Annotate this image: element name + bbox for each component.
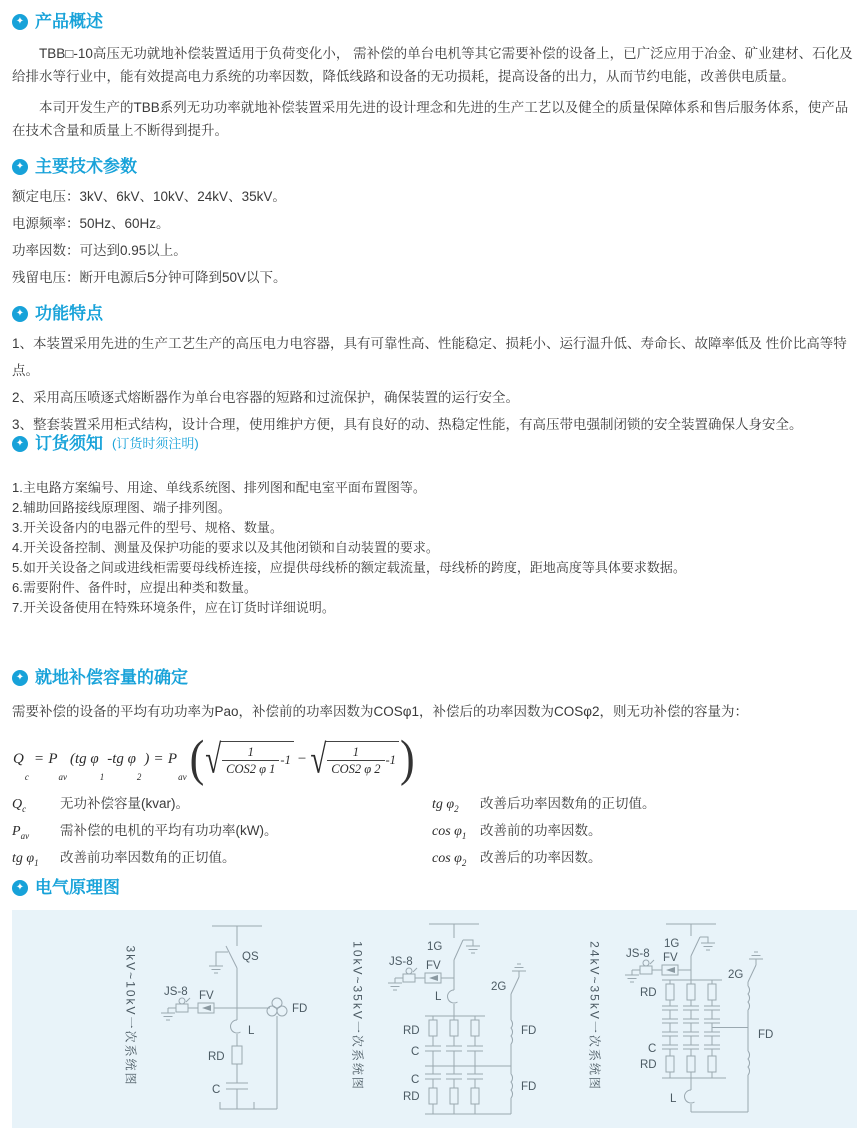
formula-den-2: COS2 φ 2 [327,760,384,777]
formula-eq: = [34,750,44,767]
fuse-row-bottom [429,1088,479,1114]
rd-bottom-label: RD [640,1059,657,1071]
ordering-heading [12,432,857,456]
features-title: 功能特点 [35,304,103,323]
section-bullet-icon: ✦ [12,159,28,175]
definition-row [432,819,857,846]
g1-label: 1G [664,938,680,950]
ordering-subtitle: (订货时须注明) [112,436,199,451]
definition-symbol: $\cos \varphi_2$ [432,851,467,868]
capacitor [226,1079,248,1109]
section-bullet-icon: ✦ [12,14,28,30]
fuse-row-bottom [666,1056,716,1078]
fv-label: FV [426,960,441,972]
capacitor-row-bottom [425,1066,483,1088]
definition-text: 需补偿的电机的平均有功功率(kW)。 [60,823,278,838]
formula-rparen: ) [399,730,415,787]
formula-minus: − [297,750,307,767]
section-schematic [12,876,857,1128]
earth-icon [209,952,228,973]
formula-den-1: COS2 φ 1 [222,760,279,777]
formula-sqrt-2 [310,737,399,783]
ordering-item: 6.需要附件、备件时，应提出种类和数量。 [12,580,257,595]
compensation-title: 就地补偿容量的确定 [35,668,188,687]
definition-symbol: $P_{av}$ [12,824,30,841]
formula-p-sub: av [58,772,67,782]
ordering-item: 7.开关设备使用在特殊环境条件，应在订货时详细说明。 [12,600,335,615]
discharge-counter [388,968,417,990]
radical-icon: √ [205,737,222,783]
definition-text: 改善后的功率因数。 [480,850,602,865]
tech-title: 主要技术参数 [35,157,137,176]
compensation-formula [12,732,857,786]
section-bullet-icon: ✦ [12,306,28,322]
definition-text: 改善后功率因数角的正切值。 [480,796,656,811]
rd-top-label: RD [640,987,657,999]
bus-bar [212,926,262,946]
overview-paragraph-2: 本司开发生产的TBB系列无功功率就地补偿装置采用先进的设计理念和先进的生产工艺以及健全的质量保障体系和售后服务体系，使产品在技术含量和质量上不断得到提升。 [12,100,849,138]
inductor [231,1008,241,1046]
diagram-3kv-10kv [120,916,347,1128]
g2-label: 2G [728,969,744,981]
ordering-item: 2.辅助回路接线原理图、端子排列图。 [12,500,231,515]
c-label: C [648,1043,657,1055]
radical-icon: √ [310,737,327,783]
formula-p2: P [167,750,178,767]
section-bullet-icon: ✦ [12,436,28,452]
diagram-24kv-35kv [584,916,841,1128]
discharge-coil-top [748,982,750,1051]
circuit-diagram-1 [142,916,347,1121]
circuit-diagram-3 [606,916,841,1121]
c-label: C [212,1084,221,1096]
formula-q: Q [13,750,24,767]
fd-label: FD [292,1003,308,1015]
js8-label: JS-8 [164,986,188,998]
formula-expr-sub1: 1 [99,772,105,782]
g1-switch [691,937,715,970]
bus-bar [666,924,716,936]
l-label: L [248,1025,255,1037]
overview-paragraph-1: TBB□-10高压无功就地补偿装置适用于负荷变化小， 需补偿的单台电机等其它需要补偿的设备上，已广泛应用于冶金、矿业建材、石化及给排水等行业中，能有效提高电力系统的功率因数，降低线路和设备的无功损耗，提高设备的出力，从而节约电能，改善供电质量。 [12,46,853,84]
definition-row [12,792,432,819]
fv-label: FV [663,952,678,964]
formula-expr-mid: -tg φ [107,750,136,767]
g1-label: 1G [427,941,443,953]
ordering-list [12,478,857,618]
definition-row [432,792,857,819]
rd-bottom-label: RD [403,1091,420,1103]
bottom-bus [220,1102,277,1109]
formula-lparen: ( [189,730,205,787]
formula-fraction-2 [327,744,384,778]
formula-p: P [48,750,58,767]
diagram-side-label [584,916,606,1116]
formula-radicand-1 [220,741,294,778]
feature-list [12,330,857,438]
definition-row [12,846,432,873]
discharge-device [237,998,287,1109]
fv-label: FV [199,990,214,1002]
formula-fraction-1 [222,744,279,778]
formula-expr-sub2: 2 [136,772,142,782]
formula-q-sub: c [24,772,29,782]
tech-param-item: 额定电压：3kV、6kV、10kV、24kV、35kV。 [12,189,286,204]
section-ordering [12,432,857,618]
schematic-heading [12,876,857,900]
definition-text: 无功补偿容量(kvar)。 [60,796,189,811]
definition-row [12,819,432,846]
discharge-coil-top [511,994,513,1074]
overview-heading [12,10,857,34]
bus-bar [429,924,479,938]
compensation-heading [12,666,857,690]
formula-expr-close: ) [144,750,150,767]
js8-label: JS-8 [626,948,650,960]
formula-radicand-2 [325,741,399,778]
feature-item: 2、采用高压喷逐式熔断器作为单台电容器的短路和过流保护，确保装置的运行安全。 [12,390,520,405]
arrester-branch [415,973,454,983]
ordering-title: 订货须知 [35,434,103,453]
ordering-item: 1.主电路方案编号、用途、单线系统图、排列图和配电室平面布置图等。 [12,480,426,495]
compensation-intro: 需要补偿的设备的平均有功功率为Pao，补偿前的功率因数为COSφ1，补偿后的功率因数为COSφ2，则无功补偿的容量为： [12,704,749,719]
c-top-label: C [411,1046,420,1058]
section-compensation [12,666,857,873]
js8-label: JS-8 [389,956,413,968]
g2-switch [511,964,526,994]
formula-tail-1: -1 [280,753,291,767]
diagram-side-label [120,916,142,1116]
diagram-side-label-text: 3kV~10kV一次系统图 [123,945,138,1087]
c-bottom-label: C [411,1074,420,1086]
tech-param-list [12,183,857,291]
arrester-branch [652,965,691,975]
formula-eq2: = [154,750,163,767]
l-label: L [435,991,442,1003]
ordering-item: 5.如开关设备之间或进线柜需要母线桥连接，应提供母线桥的额定载流量，母线桥的跨度，距地高度等具体要求数据。 [12,560,686,575]
section-tech-params [12,155,857,291]
definition-list [12,792,857,873]
arrester-branch [188,1003,237,1013]
circuit-diagram-2 [369,916,584,1121]
definition-symbol: tg $\varphi_1$ [12,851,39,868]
inductor [448,978,458,1016]
section-features [12,302,857,438]
g1-switch [454,940,480,978]
formula-expr: (tg φ [69,750,99,767]
schematic-panel [12,910,857,1128]
diagram-side-label-text: 10kV~35kV一次系统图 [350,941,365,1091]
formula-sqrt-1 [205,737,294,783]
definition-symbol: $\cos \varphi_1$ [432,824,467,841]
formula-tail-2: -1 [385,753,396,767]
ordering-item: 3.开关设备内的电器元件的型号、规格、数量。 [12,520,283,535]
definition-symbol: $Q_c$ [12,797,27,814]
diagram-side-label [347,916,369,1116]
discharge-counter [625,960,654,982]
feature-item: 3、整套装置采用柜式结构，设计合理，使用维护方便，具有良好的动、热稳定性能，有高压带电强制闭锁的安全装置确保人身安全。 [12,417,803,432]
discharge-counter [161,998,190,1020]
rd-label: RD [208,1051,225,1063]
overview-title: 产品概述 [35,12,103,31]
l-label: L [670,1093,677,1105]
formula-num-1: 1 [247,744,254,759]
definition-row [432,846,857,873]
discharge-coil-bottom [511,1074,513,1114]
tech-param-item: 功率因数：可达到0.95以上。 [12,243,187,258]
qs-label: QS [242,951,259,963]
formula-num-2: 1 [352,744,359,759]
fd-top-label: FD [521,1025,537,1037]
tech-param-item: 残留电压：断开电源后5分钟可降到50V以下。 [12,270,287,285]
tech-heading [12,155,857,179]
section-bullet-icon: ✦ [12,670,28,686]
tech-param-item: 电源频率：50Hz、60Hz。 [12,216,170,231]
rd-top-label: RD [403,1025,420,1037]
g2-label: 2G [491,981,507,993]
fuse-row-top [429,1016,479,1046]
inductor [685,1078,748,1112]
section-bullet-icon: ✦ [12,880,28,896]
fd-label: FD [758,1029,774,1041]
formula-p2-sub: av [178,772,187,782]
qs-switch [226,946,237,1008]
capacitor-row-top [425,1046,483,1066]
ordering-item: 4.开关设备控制、测量及保护功能的要求以及其他闭锁和自动装置的要求。 [12,540,439,555]
section-overview [12,10,857,142]
capacitor-stack [662,1000,748,1056]
schematic-title: 电气原理图 [35,878,120,897]
discharge-coil-bottom [748,1051,750,1112]
features-heading [12,302,857,326]
definition-text: 改善前的功率因数。 [480,823,602,838]
fuse [232,1046,242,1079]
diagram-10kv-35kv [347,916,584,1128]
fuse-row-top [666,980,716,1000]
fd-bottom-label: FD [521,1081,537,1093]
feature-item: 1、本装置采用先进的生产工艺生产的高压电力电容器，具有可靠性高、性能稳定、损耗小、运行温升低、寿命长、故障率低及 性价比高等特点。 [12,336,847,378]
definition-symbol: tg $\varphi_2$ [432,797,459,814]
definition-text: 改善前功率因数角的正切值。 [60,850,236,865]
diagram-side-label-text: 24kV~35kV一次系统图 [587,941,602,1091]
g2-switch [748,952,763,982]
